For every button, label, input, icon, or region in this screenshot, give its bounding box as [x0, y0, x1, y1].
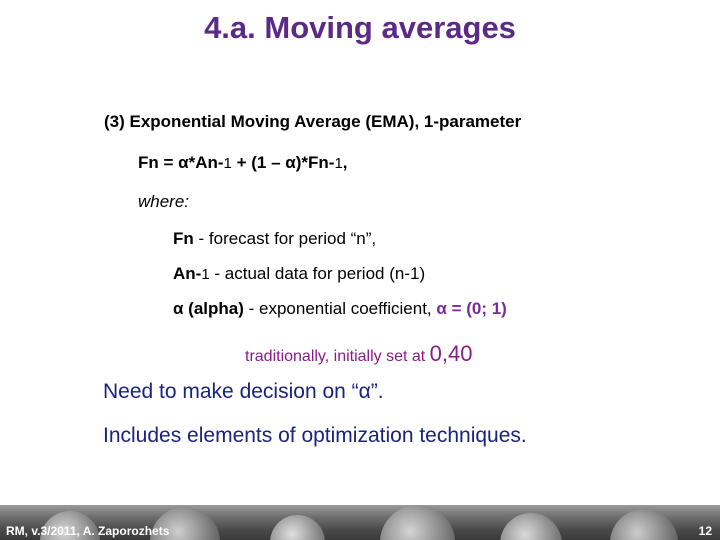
alpha-description: - exponential coefficient,: [243, 299, 437, 318]
ema-formula: [138, 153, 348, 173]
an-term: An-1: [173, 264, 210, 283]
definition-an: [173, 264, 425, 284]
where-label: where:: [138, 192, 190, 211]
alpha-term: α (alpha): [173, 299, 244, 318]
section-heading: (3) Exponential Moving Average (EMA), 1-parameter: [104, 112, 522, 131]
footer-bar: [0, 505, 720, 540]
traditional-text: traditionally, initially set at: [245, 348, 430, 365]
formula-sub-2: 1: [334, 155, 343, 172]
formula-part-2: + (1 – α)*Fn-: [231, 153, 335, 172]
definition-fn: [173, 229, 376, 249]
coin-image: [500, 513, 562, 540]
decision-line: Need to make decision on “α”.: [103, 380, 384, 403]
coin-image: [610, 509, 678, 540]
coin-image: [270, 515, 325, 540]
traditional-value: 0,40: [429, 341, 473, 366]
coin-image: [380, 505, 455, 540]
slide-title: 4.a. Moving averages: [204, 10, 516, 45]
definition-alpha: [173, 299, 507, 319]
fn-description: - forecast for period “n”,: [193, 229, 377, 248]
footer-credit: RM, v.3/2011, A. Zaporozhets: [6, 524, 170, 538]
formula-sub-1: 1: [223, 155, 232, 172]
fn-term: Fn: [173, 229, 194, 248]
formula-part-1: Fn = α*An-: [138, 153, 224, 172]
traditional-note: [245, 341, 473, 367]
alpha-range: α = (0; 1): [436, 299, 507, 318]
optimization-line: Includes elements of optimization techniques.: [103, 424, 527, 447]
formula-part-3: ,: [342, 153, 348, 172]
page-number: 12: [698, 524, 712, 538]
an-description: - actual data for period (n-1): [209, 264, 426, 283]
